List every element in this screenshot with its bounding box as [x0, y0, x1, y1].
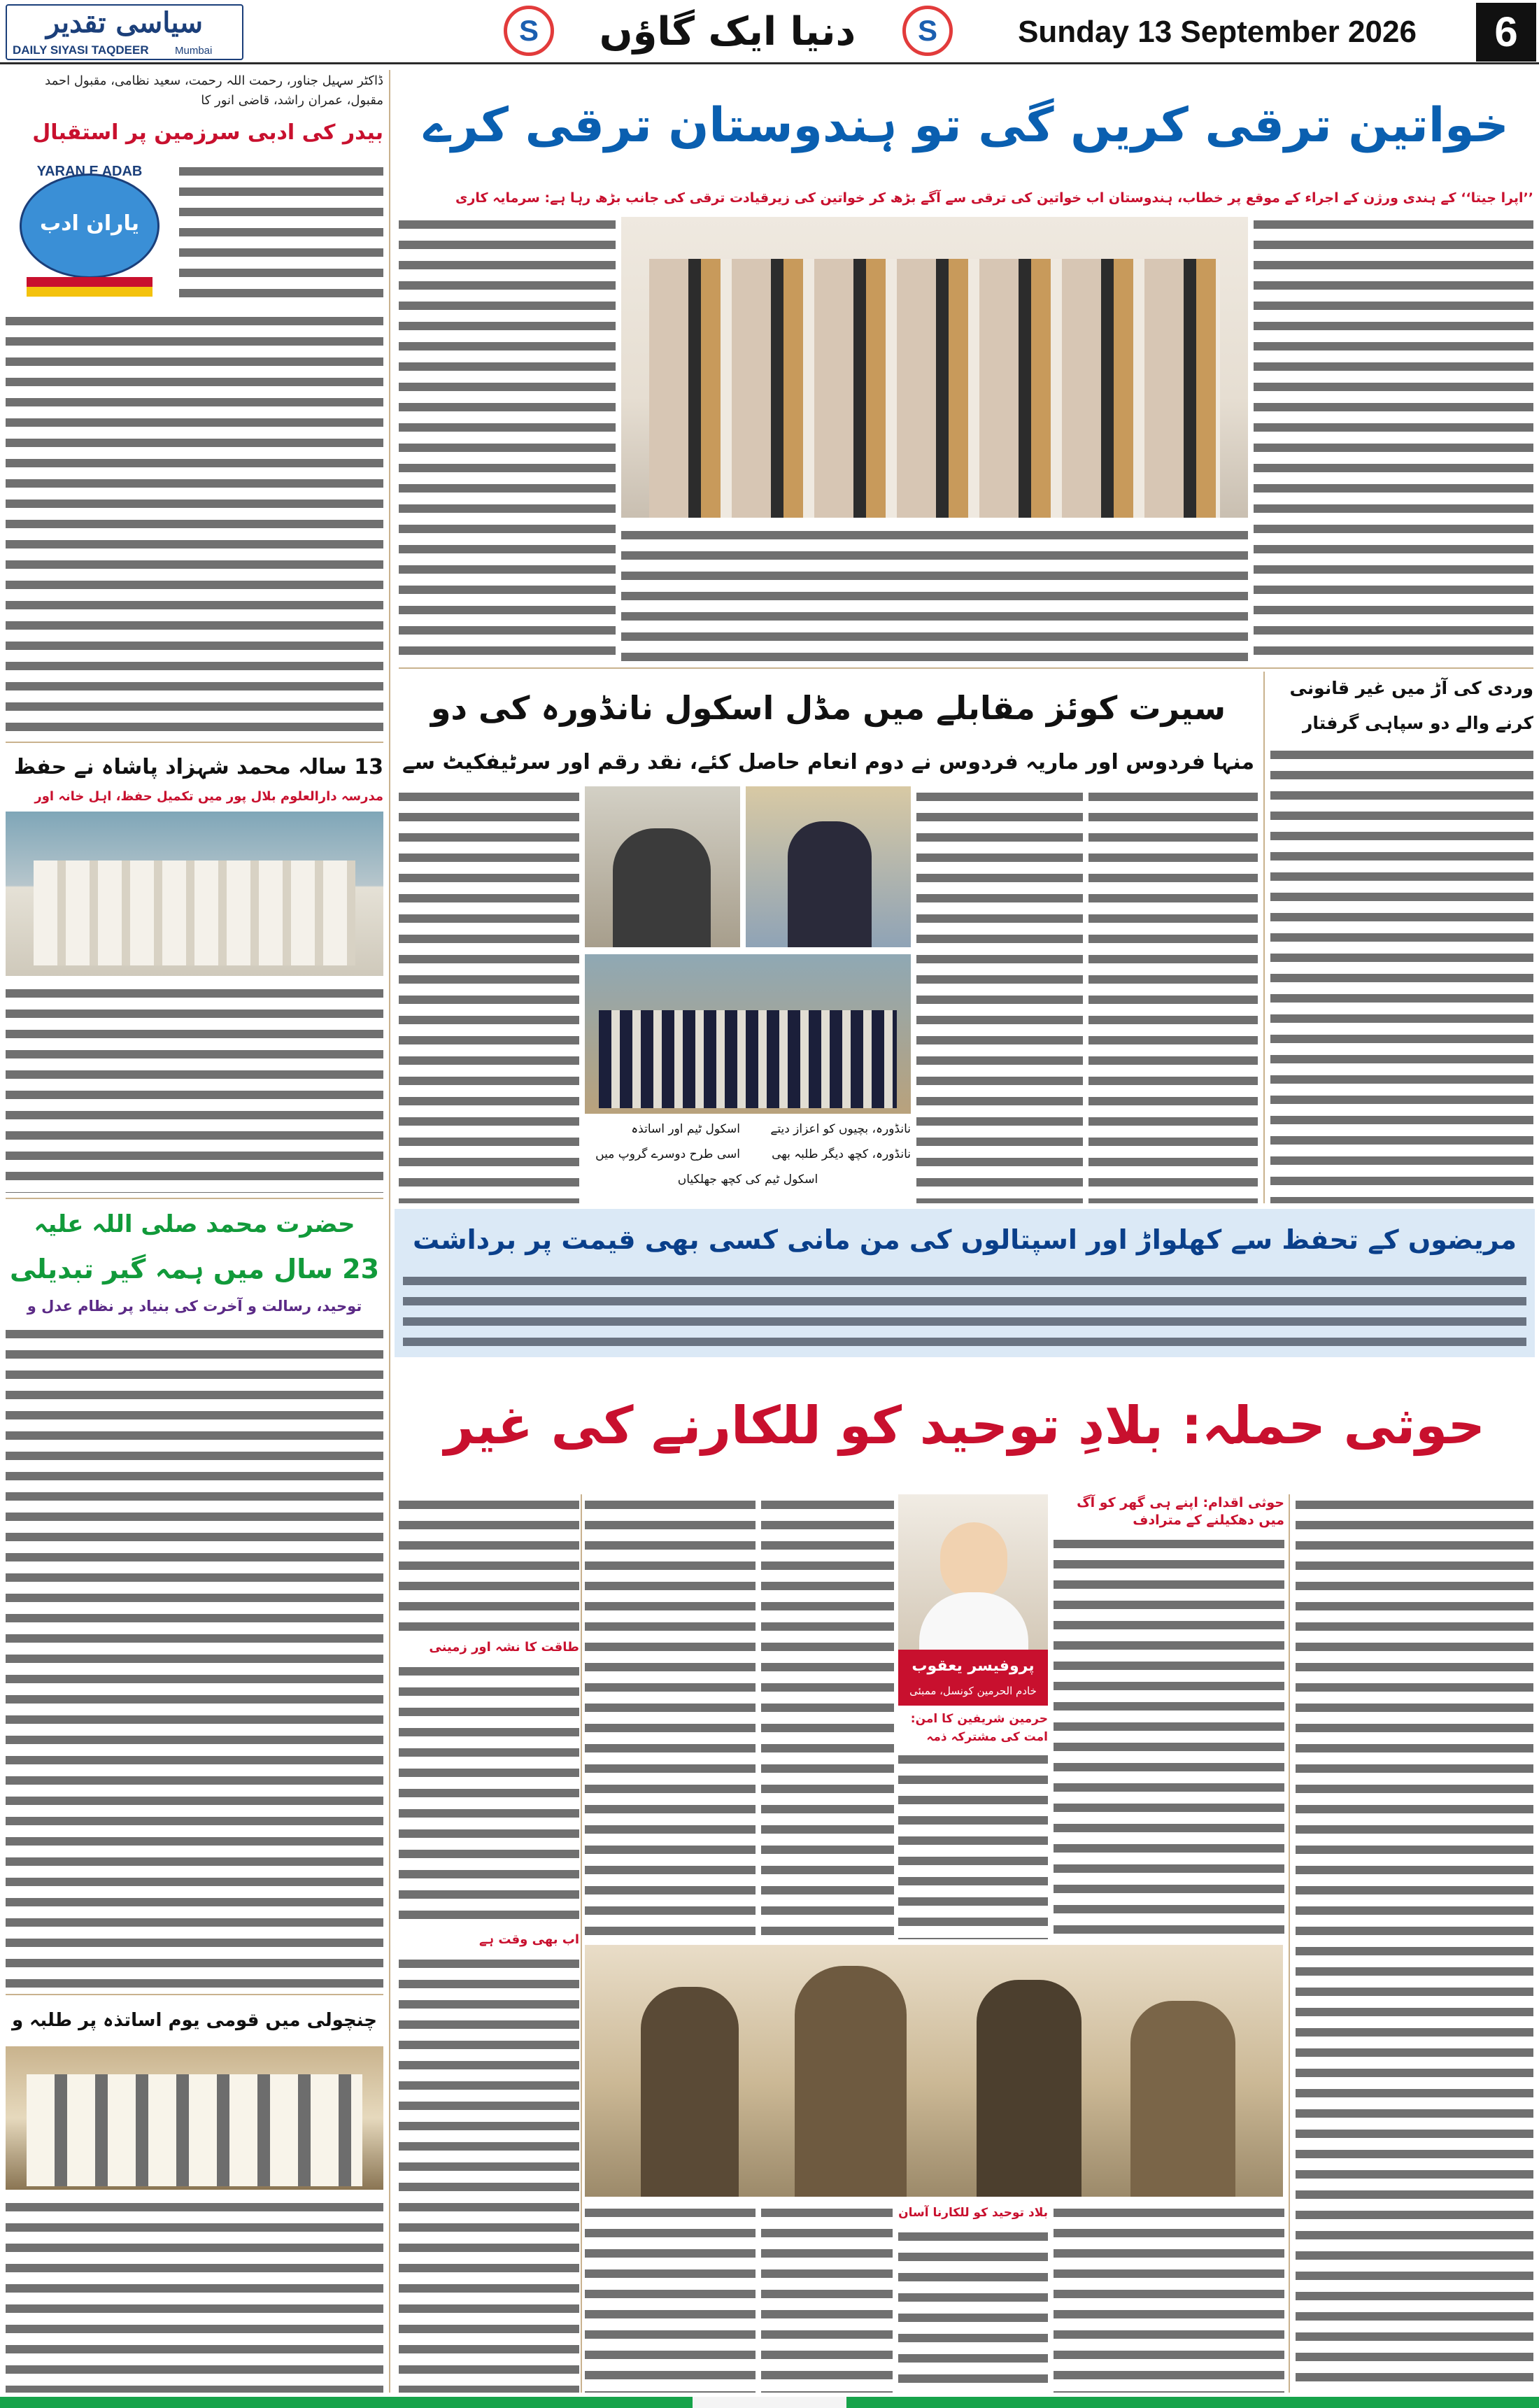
section-title: دنیا ایک گاؤں	[599, 9, 856, 55]
logo-urdu: سیاسی تقدیر	[45, 6, 204, 39]
seerat-body-mid	[916, 786, 1083, 1203]
hospital-banner	[395, 1209, 1535, 1357]
quran-headline: 13 سالہ محمد شہزاد پاشاہ نے حفظ	[13, 755, 383, 779]
seerat-body-left	[399, 786, 579, 1203]
lead-photo	[621, 217, 1248, 518]
divider	[399, 667, 1533, 669]
houthi-body-bottom-a	[1054, 2202, 1284, 2393]
prophet-body	[6, 1324, 383, 1988]
hospital-headline: مریضوں کے تحفظ سے کھلواڑ اور اسپتالوں کی من مانی کسی بھی قیمت پر برداشت	[412, 1224, 1517, 1255]
houthi-subhead-1: حوثی اقدام: اپنے ہی گھر کو آگ میں دھکیلنے کے مترادف	[1077, 1495, 1284, 1528]
text-lines	[6, 1324, 383, 1988]
houthi-body-col2	[1054, 1534, 1284, 1939]
author-banner	[898, 1650, 1048, 1706]
text-lines	[621, 525, 1248, 662]
seerat-caption-1: نانڈورہ، بچیوں کو اعزاز دیتے	[770, 1122, 911, 1136]
houthi-body-col5	[399, 1494, 579, 1634]
column-divider	[1263, 672, 1265, 1203]
author-photo	[898, 1494, 1048, 1650]
text-lines	[1054, 2202, 1284, 2393]
emblem-right-icon: S	[902, 6, 953, 56]
author-title: خادم الحرمین کونسل، ممبئی	[909, 1685, 1037, 1697]
chincholi-headline: چنچولی میں قومی یوم اساتذہ پر طلبہ و	[11, 2010, 378, 2031]
newspaper-logo	[6, 4, 243, 60]
text-lines	[761, 2202, 893, 2393]
text-lines	[1296, 1494, 1533, 2393]
issue-date: Sunday 13 September 2026	[1018, 15, 1417, 49]
text-lines	[761, 1494, 894, 1939]
column-divider	[581, 1494, 582, 2393]
houthi-body-col3b	[898, 1749, 1048, 1939]
seerat-caption-2: اسکول ٹیم اور اساتذہ	[631, 1122, 740, 1136]
text-lines	[399, 786, 579, 1203]
yaran-body	[6, 311, 383, 737]
yaran-body-right	[179, 161, 383, 305]
chincholi-photo	[6, 2046, 383, 2190]
seerat-sub: منہا فردوس اور ماریہ فردوس نے دوم انعام حاصل کئے، نقد رقم اور سرٹیفکیٹ سے	[402, 750, 1255, 774]
divider	[6, 742, 383, 743]
houthi-body-col5b	[399, 1661, 579, 1927]
right-body	[1270, 744, 1533, 1203]
lead-body-left	[399, 214, 616, 662]
column-divider	[389, 70, 390, 2393]
lead-intro: ’’اپرا جیتا‘‘ کے ہندی ورژن کے اجراء کے موقع پر خطاب، ہندوستان اب خواتین کی ترقی سے آگے بڑھ کر خواتین کی زیرقیادت ترقی کی جانب بڑھ رہا ہے: سرمایہ کاری	[455, 190, 1533, 206]
seerat-headline: سیرت کوئز مقابلے میں مڈل اسکول نانڈورہ کی دو	[430, 689, 1226, 727]
text-lines	[399, 1661, 579, 1927]
quran-sub: مدرسہ دارالعلوم بلال پور میں تکمیل حفظ، اہل خانہ اور	[34, 789, 383, 804]
houthi-subhead-4: اب بھی وقت ہے	[478, 1932, 579, 1947]
yaran-logo-text: YARAN E ADAB	[36, 164, 143, 179]
emblem-left-icon: S	[504, 6, 554, 56]
houthi-body-bottom-c	[761, 2202, 893, 2393]
prophet-sub: توحید، رسالت و آخرت کی بنیاد پر نظام عدل و	[27, 1298, 362, 1315]
text-lines	[898, 2226, 1048, 2393]
right-headline-2: کرنے والے دو سپاہی گرفتار	[1302, 713, 1533, 733]
divider	[6, 1994, 383, 1995]
seerat-caption-5: اسکول ٹیم کی کچھ جھلکیاں	[677, 1173, 818, 1187]
houthi-headline: حوثی حملہ: بلادِ توحید کو للکارنے کی غیر	[444, 1396, 1485, 1456]
yaran-headline: بیدر کی ادبی سرزمین پر استقبال	[32, 120, 383, 145]
seerat-photo-2	[585, 786, 740, 947]
houthi-body-col5c	[399, 1953, 579, 2393]
houthi-body-col1	[1296, 1494, 1533, 2393]
prophet-headline-1: حضرت محمد صلی اللہ علیہ	[34, 1210, 355, 1238]
logo-english: DAILY SIYASI TAQDEER	[13, 43, 149, 57]
houthi-body-bottom-d	[585, 2202, 756, 2393]
houthi-body-bottom-b	[898, 2226, 1048, 2393]
chincholi-body	[6, 2197, 383, 2393]
seerat-photo-1	[746, 786, 911, 947]
houthi-body-col3	[761, 1494, 894, 1939]
text-lines	[1270, 744, 1533, 1203]
text-lines	[6, 311, 383, 737]
text-lines	[403, 1270, 1526, 1353]
seerat-caption-3: اسی طرح دوسرے گروپ میں	[595, 1147, 740, 1161]
text-lines	[1254, 214, 1533, 662]
text-lines	[585, 1494, 756, 1939]
hospital-body	[403, 1270, 1526, 1353]
text-lines	[6, 983, 383, 1193]
lead-body-under-photo	[621, 525, 1248, 662]
houthi-subhead-3: طاقت کا نشہ اور زمینی	[429, 1640, 579, 1655]
yaran-logo-urdu: یاران ادب	[40, 211, 139, 236]
text-lines	[6, 2197, 383, 2393]
page-number: 6	[1476, 3, 1536, 62]
text-lines	[399, 1953, 579, 2393]
text-lines	[585, 2202, 756, 2393]
author-name: پروفیسر یعقوب	[912, 1657, 1035, 1675]
left-top-credit: ڈاکٹر سہیل جناور، رحمت اللہ رحمت، سعید نظامی، مقبول احمد مقبول، عمران راشد، قاضی انور کا	[45, 73, 383, 108]
seerat-caption-4: نانڈورہ، کچھ دیگر طلبہ بھی	[772, 1147, 911, 1161]
text-lines	[898, 1749, 1048, 1939]
text-lines	[1088, 786, 1258, 1203]
text-lines	[179, 161, 383, 305]
yaran-logo	[6, 160, 173, 306]
text-lines	[399, 214, 616, 662]
lead-headline: خواتین ترقی کریں گی تو ہندوستان ترقی کرے	[423, 98, 1509, 153]
houthi-subhead-5: بلاد توحید کو للکارنا آسان	[898, 2206, 1048, 2220]
text-lines	[916, 786, 1083, 1203]
prophet-headline-2: 23 سال میں ہمہ گیر تبدیلی	[9, 1254, 380, 1284]
footer-rule	[0, 2397, 1539, 2408]
text-lines	[399, 1494, 579, 1634]
seerat-body-right	[1088, 786, 1258, 1203]
houthi-subhead-2: حرمین شریفین کا امن: امت کی مشترکہ ذمہ	[910, 1712, 1048, 1744]
flag-stripe	[27, 277, 153, 287]
houthi-photo	[585, 1945, 1283, 2197]
lead-body-right	[1254, 214, 1533, 662]
text-lines	[1054, 1534, 1284, 1939]
seerat-photo-3	[585, 954, 911, 1114]
quran-body	[6, 983, 383, 1193]
right-headline-1: وردی کی آڑ میں غیر قانونی	[1289, 678, 1533, 698]
masthead	[0, 0, 1539, 64]
quran-photo	[6, 812, 383, 976]
houthi-body-col4	[585, 1494, 756, 1939]
divider	[6, 1198, 383, 1199]
logo-city: Mumbai	[175, 45, 213, 57]
column-divider	[1289, 1494, 1290, 2393]
